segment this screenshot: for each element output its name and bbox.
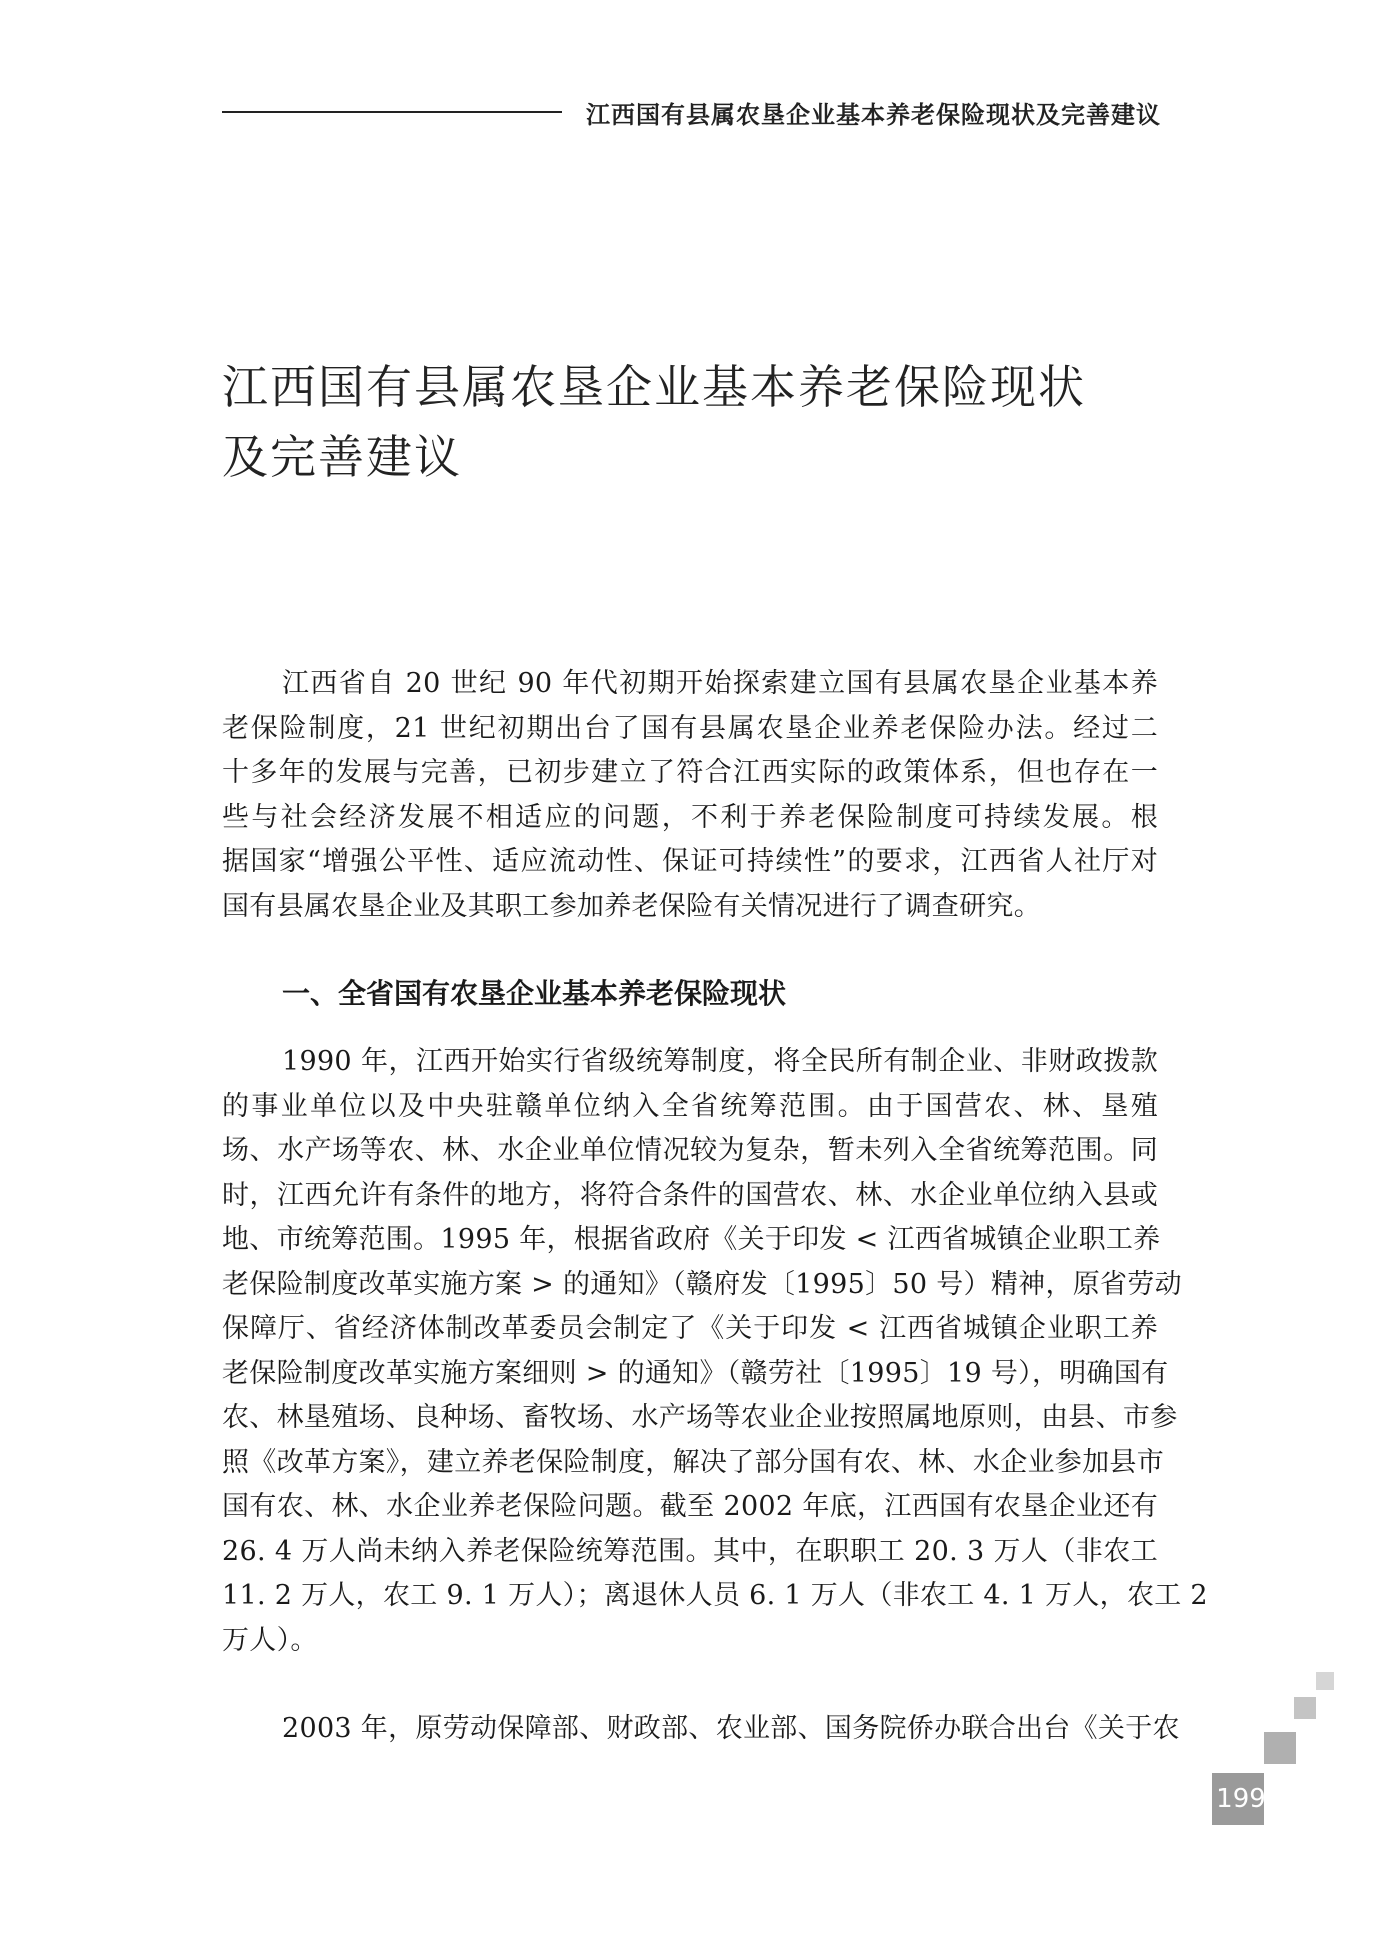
text-line: 场、水产场等农、林、水企业单位情况较为复杂，暂未列入全省统筹范围。同 <box>222 1135 1158 1166</box>
running-header-title: 江西国有县属农垦企业基本养老保险现状及完善建议 <box>586 101 1161 129</box>
article-title <box>222 352 1182 492</box>
text-line: 的事业单位以及中央驻赣单位纳入全省统筹范围。由于国营农、林、垦殖 <box>222 1090 1158 1122</box>
article-title-line-2: 及完善建议 <box>222 430 462 484</box>
section-heading: 一、全省国有农垦企业基本养老保险现状 <box>282 977 787 1010</box>
text-line: 1990 年，江西开始实行省级统筹制度，将全民所有制企业、非财政拨款 <box>282 1046 1158 1077</box>
text-line: 农、林垦殖场、良种场、畜牧场、水产场等农业企业按照属地原则，由县、市参 <box>222 1402 1178 1433</box>
text-line: 照《改革方案》，建立养老保险制度，解决了部分国有农、林、水企业参加县市 <box>222 1446 1164 1478</box>
decorative-square <box>1294 1697 1316 1719</box>
intro-paragraph <box>222 662 1158 929</box>
text-line: 国有县属农垦企业及其职工参加养老保险有关情况进行了调查研究。 <box>222 890 1041 922</box>
text-line: 11. 2 万人，农工 9. 1 万人）；离退休人员 6. 1 万人（非农工 4. 1 万人，农工 2 <box>222 1580 1208 1611</box>
text-line: 时，江西允许有条件的地方，将符合条件的国营农、林、水企业单位纳入县或 <box>222 1179 1158 1211</box>
text-line: 国有农、林、水企业养老保险问题。截至 2002 年底，江西国有农垦企业还有 <box>222 1491 1158 1522</box>
page-number: 199 <box>1216 1784 1266 1814</box>
decorative-square <box>1264 1732 1296 1764</box>
text-line: 老保险制度改革实施方案 > 的通知》（赣府发〔1995〕50 号）精神，原省劳动 <box>222 1268 1182 1300</box>
section1-paragraph-1 <box>222 1040 1208 1663</box>
text-line: 据国家“增强公平性、适应流动性、保证可持续性”的要求，江西省人社厅对 <box>222 846 1158 877</box>
article-title-line-1: 江西国有县属农垦企业基本养老保险现状 <box>222 360 1086 414</box>
text-line: 老保险制度，21 世纪初期出台了国有县属农垦企业养老保险办法。经过二 <box>222 712 1158 744</box>
text-line: 万人）。 <box>222 1624 318 1656</box>
text-line: 些与社会经济发展不相适应的问题，不利于养老保险制度可持续发展。根 <box>222 801 1158 833</box>
header-rule <box>222 111 562 113</box>
text-line: 江西省自 20 世纪 90 年代初期开始探索建立国有县属农垦企业基本养 <box>282 668 1158 699</box>
text-line: 地、市统筹范围。1995 年，根据省政府《关于印发 < 江西省城镇企业职工养 <box>222 1224 1161 1255</box>
text-line: 26. 4 万人尚未纳入养老保险统筹范围。其中，在职职工 20. 3 万人（非农工 <box>222 1535 1158 1567</box>
text-line: 2003 年，原劳动保障部、财政部、农业部、国务院侨办联合出台《关于农 <box>282 1713 1180 1744</box>
section1-paragraph-2 <box>222 1707 1180 1752</box>
decorative-square <box>1316 1672 1334 1690</box>
text-line: 十多年的发展与完善，已初步建立了符合江西实际的政策体系，但也存在一 <box>222 757 1158 788</box>
text-line: 保障厅、省经济体制改革委员会制定了《关于印发 < 江西省城镇企业职工养 <box>222 1313 1158 1344</box>
text-line: 老保险制度改革实施方案细则 > 的通知》（赣劳社〔1995〕19 号），明确国有 <box>222 1357 1169 1389</box>
